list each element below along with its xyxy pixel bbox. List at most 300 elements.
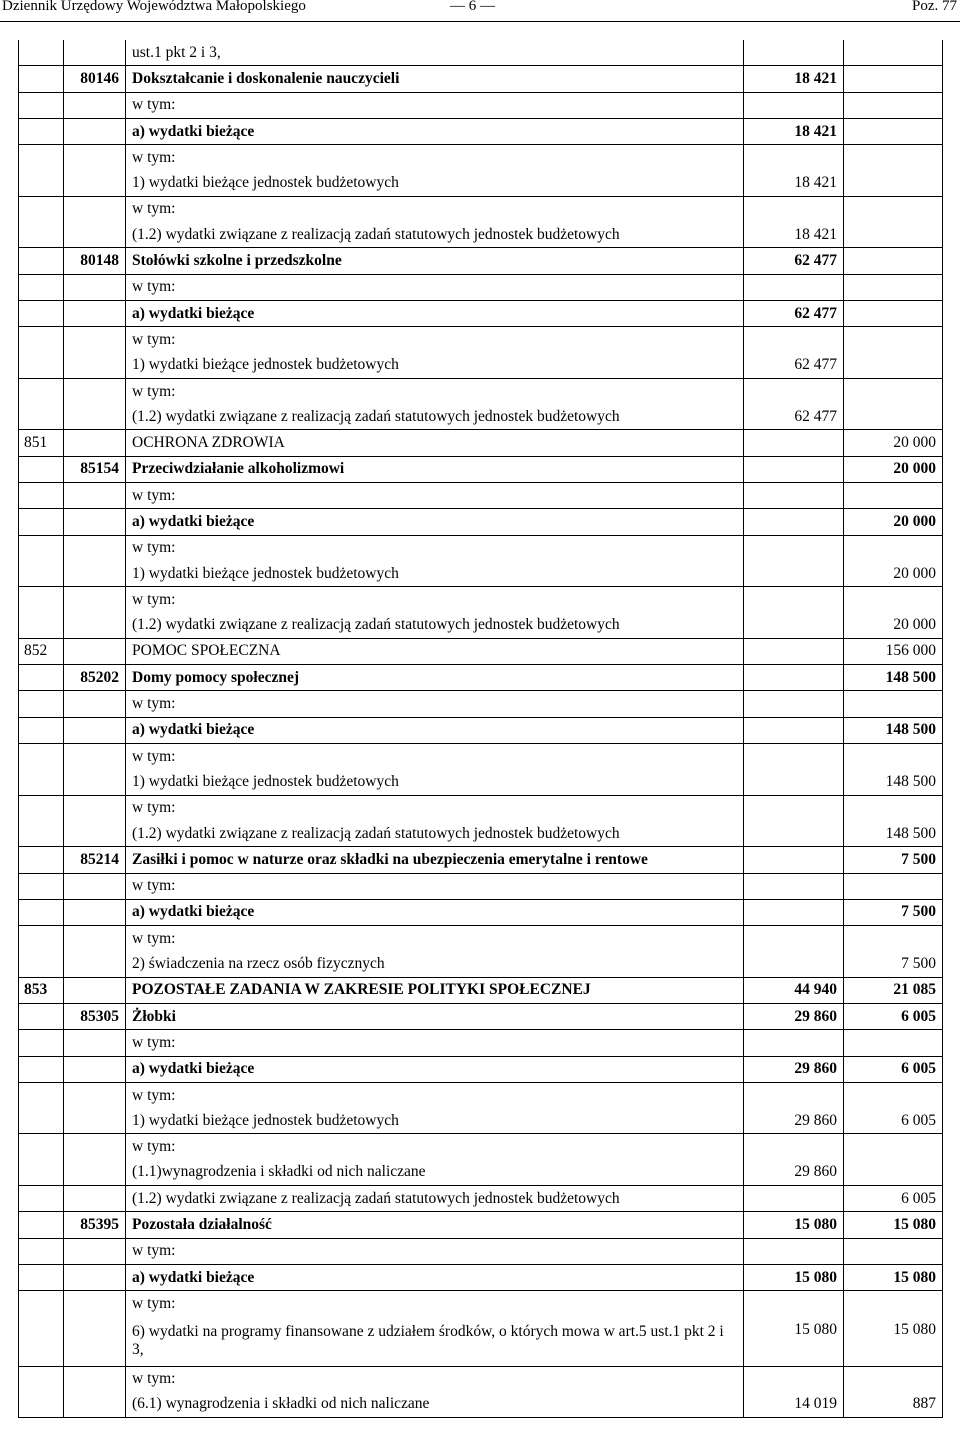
amount-cell-a bbox=[744, 691, 844, 717]
description-cell: 6) wydatki na programy finansowane z udziałem środków, o których mowa w art.5 ust.1 pkt 2 i 3, bbox=[126, 1317, 744, 1367]
amount-cell-a: 18 421 bbox=[744, 66, 844, 92]
division-cell bbox=[19, 665, 64, 691]
table-row bbox=[19, 66, 943, 92]
amount-cell-b: 887 bbox=[844, 1392, 943, 1418]
division-cell bbox=[19, 821, 64, 847]
amount-cell-a: 15 080 bbox=[744, 1264, 844, 1290]
description-cell: Pozostała działalność bbox=[126, 1212, 744, 1238]
table-row bbox=[19, 951, 943, 977]
table-row bbox=[19, 1160, 943, 1186]
amount-cell-a bbox=[744, 795, 844, 821]
chapter-cell bbox=[64, 899, 126, 925]
chapter-cell bbox=[64, 274, 126, 300]
division-cell bbox=[19, 1108, 64, 1134]
division-cell bbox=[19, 92, 64, 118]
amount-cell-a bbox=[744, 769, 844, 795]
amount-cell-b bbox=[844, 1238, 943, 1264]
chapter-cell bbox=[64, 40, 126, 66]
table-row bbox=[19, 430, 943, 456]
division-cell bbox=[19, 248, 64, 274]
chapter-cell bbox=[64, 145, 126, 171]
chapter-cell bbox=[64, 769, 126, 795]
amount-cell-b bbox=[844, 1160, 943, 1186]
amount-cell-b bbox=[844, 1082, 943, 1108]
description-cell: 1) wydatki bieżące jednostek budżetowych bbox=[126, 1108, 744, 1134]
amount-cell-a bbox=[744, 196, 844, 222]
amount-cell-b: 20 000 bbox=[844, 613, 943, 639]
table-row bbox=[19, 847, 943, 873]
chapter-cell bbox=[64, 1030, 126, 1056]
table-row bbox=[19, 1082, 943, 1108]
amount-cell-a bbox=[744, 638, 844, 664]
table-row bbox=[19, 327, 943, 353]
description-cell: Stołówki szkolne i przedszkolne bbox=[126, 248, 744, 274]
chapter-cell bbox=[64, 300, 126, 326]
amount-cell-a bbox=[744, 717, 844, 743]
chapter-cell: 85202 bbox=[64, 665, 126, 691]
table-row bbox=[19, 378, 943, 404]
description-cell: a) wydatki bieżące bbox=[126, 717, 744, 743]
chapter-cell bbox=[64, 1056, 126, 1082]
description-cell: w tym: bbox=[126, 1134, 744, 1160]
amount-cell-a: 29 860 bbox=[744, 1160, 844, 1186]
division-cell bbox=[19, 1134, 64, 1160]
description-cell: (6.1) wynagrodzenia i składki od nich naliczane bbox=[126, 1392, 744, 1418]
division-cell bbox=[19, 327, 64, 353]
division-cell bbox=[19, 222, 64, 248]
description-cell: w tym: bbox=[126, 1030, 744, 1056]
amount-cell-b: 156 000 bbox=[844, 638, 943, 664]
chapter-cell bbox=[64, 1082, 126, 1108]
chapter-cell: 85214 bbox=[64, 847, 126, 873]
division-cell bbox=[19, 1264, 64, 1290]
table-row bbox=[19, 613, 943, 639]
division-cell bbox=[19, 1392, 64, 1418]
table-row bbox=[19, 145, 943, 171]
description-cell: (1.2) wydatki związane z realizacją zadań statutowych jednostek budżetowych bbox=[126, 613, 744, 639]
table-row bbox=[19, 717, 943, 743]
amount-cell-a: 29 860 bbox=[744, 1108, 844, 1134]
division-cell bbox=[19, 744, 64, 770]
division-cell bbox=[19, 717, 64, 743]
division-cell bbox=[19, 535, 64, 561]
amount-cell-a bbox=[744, 145, 844, 171]
amount-cell-b: 148 500 bbox=[844, 769, 943, 795]
description-cell: w tym: bbox=[126, 145, 744, 171]
table-row bbox=[19, 873, 943, 899]
chapter-cell bbox=[64, 587, 126, 613]
table-row bbox=[19, 665, 943, 691]
chapter-cell bbox=[64, 951, 126, 977]
chapter-cell bbox=[64, 717, 126, 743]
description-cell: Domy pomocy społecznej bbox=[126, 665, 744, 691]
division-cell bbox=[19, 1082, 64, 1108]
chapter-cell bbox=[64, 378, 126, 404]
division-cell bbox=[19, 1186, 64, 1212]
amount-cell-a bbox=[744, 274, 844, 300]
division-cell bbox=[19, 300, 64, 326]
amount-cell-b bbox=[844, 1291, 943, 1317]
table-row bbox=[19, 587, 943, 613]
description-cell: Zasiłki i pomoc w naturze oraz składki na ubezpieczenia emerytalne i rentowe bbox=[126, 847, 744, 873]
table-row bbox=[19, 1238, 943, 1264]
chapter-cell: 80146 bbox=[64, 66, 126, 92]
amount-cell-a: 29 860 bbox=[744, 1003, 844, 1029]
division-cell bbox=[19, 145, 64, 171]
chapter-cell bbox=[64, 613, 126, 639]
amount-cell-b: 21 085 bbox=[844, 977, 943, 1003]
description-cell: POZOSTAŁE ZADANIA W ZAKRESIE POLITYKI SPOŁECZNEJ bbox=[126, 977, 744, 1003]
amount-cell-b: 6 005 bbox=[844, 1186, 943, 1212]
amount-cell-a: 62 477 bbox=[744, 353, 844, 379]
amount-cell-b bbox=[844, 248, 943, 274]
division-cell bbox=[19, 1003, 64, 1029]
description-cell: a) wydatki bieżące bbox=[126, 300, 744, 326]
amount-cell-b: 20 000 bbox=[844, 561, 943, 587]
amount-cell-a bbox=[744, 378, 844, 404]
amount-cell-b bbox=[844, 535, 943, 561]
amount-cell-b: 148 500 bbox=[844, 821, 943, 847]
budget-table bbox=[18, 40, 943, 1418]
amount-cell-a: 62 477 bbox=[744, 300, 844, 326]
amount-cell-b bbox=[844, 1134, 943, 1160]
table-row bbox=[19, 1291, 943, 1317]
division-cell bbox=[19, 691, 64, 717]
chapter-cell bbox=[64, 327, 126, 353]
table-row bbox=[19, 744, 943, 770]
amount-cell-a: 62 477 bbox=[744, 404, 844, 430]
amount-cell-b bbox=[844, 327, 943, 353]
chapter-cell bbox=[64, 561, 126, 587]
division-cell: 851 bbox=[19, 430, 64, 456]
table-row bbox=[19, 1186, 943, 1212]
amount-cell-b bbox=[844, 274, 943, 300]
amount-cell-b bbox=[844, 66, 943, 92]
division-cell bbox=[19, 483, 64, 509]
description-cell: a) wydatki bieżące bbox=[126, 1056, 744, 1082]
amount-cell-a: 18 421 bbox=[744, 118, 844, 144]
amount-cell-b: 6 005 bbox=[844, 1056, 943, 1082]
amount-cell-b: 20 000 bbox=[844, 456, 943, 482]
table-row bbox=[19, 118, 943, 144]
division-cell bbox=[19, 1212, 64, 1238]
amount-cell-a: 44 940 bbox=[744, 977, 844, 1003]
amount-cell-b bbox=[844, 118, 943, 144]
table-row bbox=[19, 977, 943, 1003]
division-cell bbox=[19, 769, 64, 795]
amount-cell-b: 6 005 bbox=[844, 1003, 943, 1029]
description-cell: (1.1)wynagrodzenia i składki od nich naliczane bbox=[126, 1160, 744, 1186]
description-cell: w tym: bbox=[126, 744, 744, 770]
amount-cell-a bbox=[744, 821, 844, 847]
amount-cell-a: 14 019 bbox=[744, 1392, 844, 1418]
division-cell bbox=[19, 1291, 64, 1317]
description-cell: w tym: bbox=[126, 274, 744, 300]
amount-cell-b bbox=[844, 795, 943, 821]
description-cell: w tym: bbox=[126, 196, 744, 222]
division-cell bbox=[19, 40, 64, 66]
chapter-cell bbox=[64, 1160, 126, 1186]
table-row bbox=[19, 1392, 943, 1418]
chapter-cell bbox=[64, 1317, 126, 1367]
amount-cell-b bbox=[844, 483, 943, 509]
chapter-cell bbox=[64, 977, 126, 1003]
amount-cell-a bbox=[744, 1030, 844, 1056]
amount-cell-a bbox=[744, 1082, 844, 1108]
division-cell bbox=[19, 66, 64, 92]
chapter-cell bbox=[64, 1366, 126, 1392]
amount-cell-a bbox=[744, 744, 844, 770]
amount-cell-a bbox=[744, 327, 844, 353]
amount-cell-b: 7 500 bbox=[844, 951, 943, 977]
chapter-cell bbox=[64, 353, 126, 379]
table-row bbox=[19, 170, 943, 196]
chapter-cell bbox=[64, 926, 126, 952]
chapter-cell: 85305 bbox=[64, 1003, 126, 1029]
chapter-cell bbox=[64, 430, 126, 456]
description-cell: 1) wydatki bieżące jednostek budżetowych bbox=[126, 561, 744, 587]
table-row bbox=[19, 638, 943, 664]
table-row bbox=[19, 1030, 943, 1056]
description-cell: w tym: bbox=[126, 926, 744, 952]
table-row bbox=[19, 926, 943, 952]
description-cell: a) wydatki bieżące bbox=[126, 899, 744, 925]
division-cell bbox=[19, 378, 64, 404]
amount-cell-b bbox=[844, 170, 943, 196]
chapter-cell bbox=[64, 535, 126, 561]
description-cell: w tym: bbox=[126, 795, 744, 821]
table-row bbox=[19, 1212, 943, 1238]
amount-cell-b bbox=[844, 300, 943, 326]
description-cell: (1.2) wydatki związane z realizacją zadań statutowych jednostek budżetowych bbox=[126, 1186, 744, 1212]
header-divider bbox=[0, 21, 960, 22]
description-cell: w tym: bbox=[126, 691, 744, 717]
amount-cell-a bbox=[744, 926, 844, 952]
description-cell: w tym: bbox=[126, 378, 744, 404]
amount-cell-b bbox=[844, 926, 943, 952]
page-header bbox=[0, 0, 960, 22]
description-cell: w tym: bbox=[126, 483, 744, 509]
amount-cell-a bbox=[744, 509, 844, 535]
description-cell: ust.1 pkt 2 i 3, bbox=[126, 40, 744, 66]
amount-cell-b: 7 500 bbox=[844, 899, 943, 925]
amount-cell-a bbox=[744, 1366, 844, 1392]
amount-cell-a: 15 080 bbox=[744, 1317, 844, 1367]
table-row bbox=[19, 1003, 943, 1029]
chapter-cell bbox=[64, 118, 126, 144]
amount-cell-b bbox=[844, 1366, 943, 1392]
amount-cell-a bbox=[744, 899, 844, 925]
division-cell bbox=[19, 847, 64, 873]
description-cell: w tym: bbox=[126, 1291, 744, 1317]
chapter-cell bbox=[64, 1134, 126, 1160]
table-row bbox=[19, 300, 943, 326]
description-cell: w tym: bbox=[126, 1238, 744, 1264]
division-cell bbox=[19, 795, 64, 821]
amount-cell-b bbox=[844, 92, 943, 118]
description-cell: a) wydatki bieżące bbox=[126, 509, 744, 535]
chapter-cell bbox=[64, 196, 126, 222]
table-row bbox=[19, 274, 943, 300]
amount-cell-a: 18 421 bbox=[744, 170, 844, 196]
division-cell bbox=[19, 509, 64, 535]
division-cell bbox=[19, 1238, 64, 1264]
division-cell bbox=[19, 274, 64, 300]
division-cell bbox=[19, 926, 64, 952]
chapter-cell bbox=[64, 222, 126, 248]
amount-cell-b: 7 500 bbox=[844, 847, 943, 873]
amount-cell-a bbox=[744, 430, 844, 456]
description-cell: w tym: bbox=[126, 873, 744, 899]
division-cell bbox=[19, 899, 64, 925]
table-row bbox=[19, 40, 943, 66]
amount-cell-a bbox=[744, 1291, 844, 1317]
table-row bbox=[19, 1134, 943, 1160]
chapter-cell bbox=[64, 691, 126, 717]
chapter-cell bbox=[64, 638, 126, 664]
table-row bbox=[19, 509, 943, 535]
division-cell bbox=[19, 404, 64, 430]
table-row bbox=[19, 222, 943, 248]
description-cell: Dokształcanie i doskonalenie nauczycieli bbox=[126, 66, 744, 92]
description-cell: OCHRONA ZDROWIA bbox=[126, 430, 744, 456]
amount-cell-b bbox=[844, 40, 943, 66]
table-row bbox=[19, 1317, 943, 1367]
amount-cell-b bbox=[844, 196, 943, 222]
table-row bbox=[19, 1264, 943, 1290]
amount-cell-b bbox=[844, 353, 943, 379]
chapter-cell bbox=[64, 1264, 126, 1290]
description-cell: w tym: bbox=[126, 1366, 744, 1392]
chapter-cell bbox=[64, 1186, 126, 1212]
table-row bbox=[19, 483, 943, 509]
table-row bbox=[19, 691, 943, 717]
description-cell: w tym: bbox=[126, 535, 744, 561]
chapter-cell: 85154 bbox=[64, 456, 126, 482]
amount-cell-a: 15 080 bbox=[744, 1212, 844, 1238]
chapter-cell bbox=[64, 1392, 126, 1418]
amount-cell-a bbox=[744, 483, 844, 509]
amount-cell-b bbox=[844, 744, 943, 770]
amount-cell-b bbox=[844, 145, 943, 171]
division-cell bbox=[19, 561, 64, 587]
table-row bbox=[19, 535, 943, 561]
description-cell: a) wydatki bieżące bbox=[126, 118, 744, 144]
table-row bbox=[19, 1366, 943, 1392]
amount-cell-a bbox=[744, 873, 844, 899]
table-row bbox=[19, 196, 943, 222]
table-body bbox=[19, 40, 943, 1418]
division-cell bbox=[19, 587, 64, 613]
chapter-cell bbox=[64, 795, 126, 821]
division-cell bbox=[19, 1030, 64, 1056]
amount-cell-b: 15 080 bbox=[844, 1264, 943, 1290]
amount-cell-a bbox=[744, 1134, 844, 1160]
table-row bbox=[19, 899, 943, 925]
table-row bbox=[19, 353, 943, 379]
division-cell bbox=[19, 1056, 64, 1082]
division-cell bbox=[19, 1366, 64, 1392]
amount-cell-b: 20 000 bbox=[844, 430, 943, 456]
description-cell: (1.2) wydatki związane z realizacją zadań statutowych jednostek budżetowych bbox=[126, 222, 744, 248]
description-cell: w tym: bbox=[126, 327, 744, 353]
division-cell bbox=[19, 456, 64, 482]
table-row bbox=[19, 92, 943, 118]
amount-cell-a bbox=[744, 847, 844, 873]
division-cell bbox=[19, 613, 64, 639]
division-cell: 853 bbox=[19, 977, 64, 1003]
amount-cell-a: 18 421 bbox=[744, 222, 844, 248]
amount-cell-b bbox=[844, 222, 943, 248]
description-cell: (1.2) wydatki związane z realizacją zadań statutowych jednostek budżetowych bbox=[126, 404, 744, 430]
chapter-cell bbox=[64, 1238, 126, 1264]
amount-cell-a bbox=[744, 456, 844, 482]
division-cell bbox=[19, 1160, 64, 1186]
chapter-cell bbox=[64, 821, 126, 847]
amount-cell-b: 15 080 bbox=[844, 1317, 943, 1367]
amount-cell-a bbox=[744, 587, 844, 613]
description-cell: 1) wydatki bieżące jednostek budżetowych bbox=[126, 170, 744, 196]
division-cell bbox=[19, 353, 64, 379]
journal-title: Dziennik Urzędowy Województwa Małopolskiego bbox=[2, 0, 306, 14]
amount-cell-b: 6 005 bbox=[844, 1108, 943, 1134]
chapter-cell bbox=[64, 873, 126, 899]
division-cell bbox=[19, 873, 64, 899]
amount-cell-a bbox=[744, 613, 844, 639]
table-row bbox=[19, 456, 943, 482]
description-cell: POMOC SPOŁECZNA bbox=[126, 638, 744, 664]
division-cell bbox=[19, 951, 64, 977]
description-cell: Przeciwdziałanie alkoholizmowi bbox=[126, 456, 744, 482]
table-row bbox=[19, 248, 943, 274]
table-row bbox=[19, 821, 943, 847]
amount-cell-a bbox=[744, 951, 844, 977]
description-cell: 1) wydatki bieżące jednostek budżetowych bbox=[126, 353, 744, 379]
description-cell: w tym: bbox=[126, 92, 744, 118]
description-cell: w tym: bbox=[126, 587, 744, 613]
chapter-cell: 85395 bbox=[64, 1212, 126, 1238]
amount-cell-b: 148 500 bbox=[844, 665, 943, 691]
description-cell: Żłobki bbox=[126, 1003, 744, 1029]
division-cell: 852 bbox=[19, 638, 64, 664]
amount-cell-a bbox=[744, 561, 844, 587]
amount-cell-b bbox=[844, 873, 943, 899]
table-row bbox=[19, 1056, 943, 1082]
chapter-cell bbox=[64, 483, 126, 509]
table-row bbox=[19, 561, 943, 587]
description-cell: 2) świadczenia na rzecz osób fizycznych bbox=[126, 951, 744, 977]
chapter-cell bbox=[64, 1291, 126, 1317]
chapter-cell bbox=[64, 1108, 126, 1134]
amount-cell-b: 148 500 bbox=[844, 717, 943, 743]
amount-cell-a: 29 860 bbox=[744, 1056, 844, 1082]
table-row bbox=[19, 769, 943, 795]
amount-cell-b bbox=[844, 378, 943, 404]
amount-cell-b bbox=[844, 404, 943, 430]
table-row bbox=[19, 404, 943, 430]
amount-cell-a: 62 477 bbox=[744, 248, 844, 274]
amount-cell-a bbox=[744, 40, 844, 66]
description-cell: a) wydatki bieżące bbox=[126, 1264, 744, 1290]
description-cell: 1) wydatki bieżące jednostek budżetowych bbox=[126, 769, 744, 795]
chapter-cell bbox=[64, 404, 126, 430]
table-row bbox=[19, 1108, 943, 1134]
position-number: Poz. 77 bbox=[912, 0, 957, 14]
division-cell bbox=[19, 118, 64, 144]
division-cell bbox=[19, 196, 64, 222]
chapter-cell bbox=[64, 92, 126, 118]
amount-cell-b: 15 080 bbox=[844, 1212, 943, 1238]
